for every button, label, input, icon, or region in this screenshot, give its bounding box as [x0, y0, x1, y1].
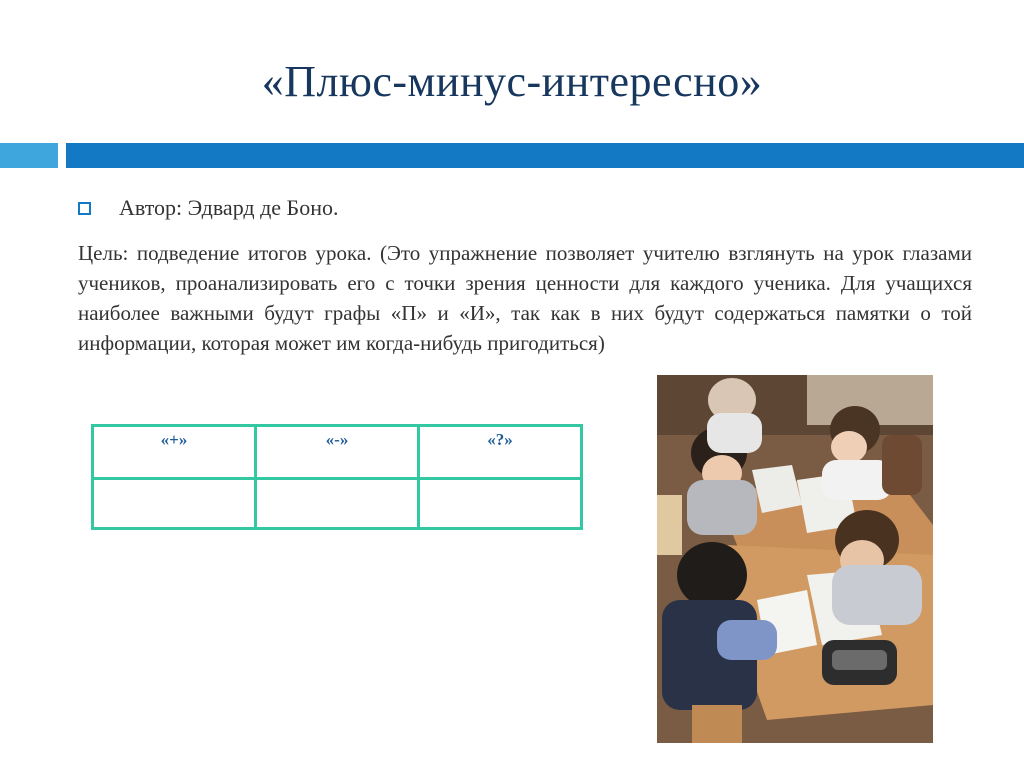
table-header-interesting: «?»: [419, 426, 582, 479]
classroom-photo-illustration: [657, 375, 933, 743]
slide-title: «Плюс-минус-интересно»: [261, 57, 763, 106]
author-bullet: [78, 195, 338, 221]
table-header-row: [93, 426, 582, 479]
table-header-plus: «+»: [93, 426, 256, 479]
table-cell: [93, 479, 256, 529]
author-text: Автор: Эдвард де Боно.: [119, 195, 339, 220]
table-row: [93, 479, 582, 529]
table-cell: [256, 479, 419, 529]
goal-paragraph: Цель: подведение итогов урока. (Это упражнение позволяет учителю взглянуть на урок глазами учеников, проанализировать его с точки зрения ценности для каждого ученика. Для учащихся наиболее важными будут графы «П» и «И», так как в них будут содержаться памятки о той информации, которая может им когда-нибудь пригодиться): [78, 241, 972, 355]
header-bar-accent: [0, 143, 58, 168]
square-bullet-icon: [78, 202, 91, 215]
classroom-photo: [657, 375, 933, 743]
table-header-minus: «-»: [256, 426, 419, 479]
header-bar: [66, 143, 1024, 168]
pmi-table: [91, 424, 583, 530]
table-cell: [419, 479, 582, 529]
